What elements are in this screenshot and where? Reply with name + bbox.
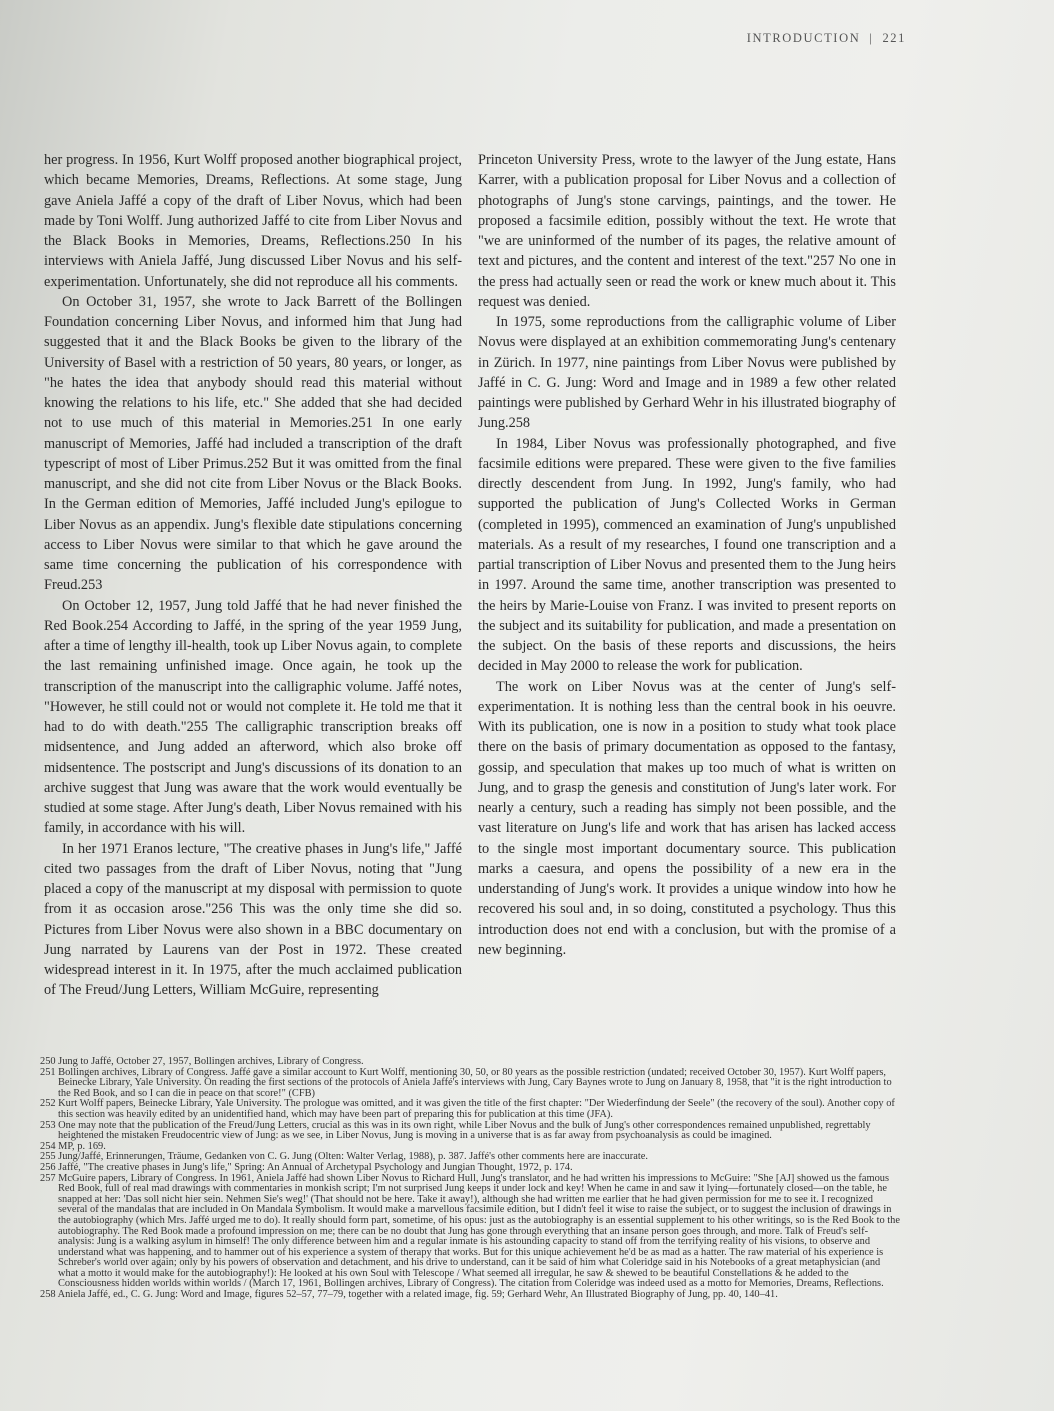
section-title: INTRODUCTION	[746, 31, 861, 45]
header-separator: |	[869, 31, 874, 45]
paragraph: The work on Liber Novus was at the center of Jung's self-experimentation. It is nothing less than the central book in his oeuvre. With its publication, one is now in a position to study what took place there on the basis of primary documentation as opposed to the fantasy, gossip, and speculation that makes up too much of what is written on Jung, and to grasp the genesis and constitution of Jung's later work. For nearly a century, such a reading has simply not been possible, and the vast literature on Jung's life and work that has arisen has lacked access to the single most important documentary source. This publication marks a caesura, and opens the possibility of a new era in the understanding of Jung's work. It provides a unique window into how he recovered his soul and, in so doing, constituted a psychology. Thus this introduction does not end with a conclusion, but with the promise of a new beginning.	[478, 678, 896, 958]
paragraph: On October 31, 1957, she wrote to Jack Barrett of the Bollingen Foundation concerning Liber Novus, and informed him that Jung had suggested that it and the Black Books be given to the library of the University of Basel with a restriction of 50 years, 80 years, or longer, as "he hates the idea that anybody should read this material without knowing the relations to his life, etc." She added that she had decided not to use much of this material in Memories.251 In one early manuscript of Memories, Jaffé had included a transcription of the draft typescript of most of Liber Primus.252 But it was omitted from the final manuscript, and she did not cite from Liber Novus or the Black Books. In the German edition of Memories, Jaffé included Jung's epilogue to Liber Novus as an appendix. Jung's flexible date stipulations concerning access to Liber Novus were similar to that which he gave around the same time concerning the publication of his correspondence with Freud.253	[44, 293, 462, 594]
paragraph: her progress. In 1956, Kurt Wolff proposed another biographical project, which became Memories, Dreams, Reflections. At some stage, Jung gave Aniela Jaffé a copy of the draft of Liber Novus, which had been made by Toni Wolff. Jung authorized Jaffé to cite from Liber Novus and the Black Books in Memories, Dreams, Reflections.250 In his interviews with Aniela Jaffé, Jung discussed Liber Novus and his self-experimentation. Unfortunately, she did not reproduce all his comments.	[44, 152, 462, 290]
footnote-251: 251 Bollingen archives, Library of Congress. Jaffé gave a similar account to Kurt Wolff, mentioning 30, 50, or 80 years as the possible restriction (undated; received October 30, 1957). Kurt Wolff papers, Beinecke Library, Yale University. On reading the first sections of the protocols of Aniela Jaffé's interviews with Jung, Cary Baynes wrote to Jung on January 8, 1958, that "it is the right introduction to the Red Book, and so I can die in peace on that score!" (CFB)	[40, 1066, 892, 1099]
footnote-252: 252 Kurt Wolff papers, Beinecke Library, Yale University. The prologue was omitted, and it was given the title of the first chapter: "Der Wiederfindung der Seele" (the recovery of the soul). Another copy of this section was heavily edited by an unidentified hand, which may have been part of preparing this for publication at this time (JFA).	[40, 1098, 895, 1120]
footnote-258: 258 Aniela Jaffé, ed., C. G. Jung: Word and Image, figures 52–57, 77–79, together with a related image, fig. 59; Gerhard Wehr, An Illustrated Biography of Jung, pp. 40, 140–41.	[40, 1289, 778, 1301]
paragraph: Princeton University Press, wrote to the lawyer of the Jung estate, Hans Karrer, with a publication proposal for Liber Novus and a collection of photographs of Jung's stone carvings, paintings, and the tower. He proposed a facsimile edition, possibly without the text. He wrote that "we are uninformed of the number of its pages, the relative amount of text and pictures, and the content and interest of the text."257 No one in the press had actually seen or read the work or knew much about it. This request was denied.	[478, 152, 896, 310]
footnote-255: 255 Jung/Jaffé, Erinnerungen, Träume, Gedanken von C. G. Jung (Olten: Walter Verlag, 1988), p. 387. Jaffé's other comments here are inaccurate.	[40, 1151, 648, 1163]
left-column	[44, 150, 462, 1001]
footnote-253: 253 One may note that the publication of the Freud/Jung Letters, crucial as this was in its own right, while Liber Novus and the bulk of Jung's other correspondences remained unpublished, regrettably heightened the mistaken Freudocentric view of Jung: as we see, in Liber Novus, Jung is moving in a universe that is as far away from psychoanalysis as could be imagined.	[40, 1119, 871, 1142]
footnotes	[40, 1057, 902, 1301]
paragraph: On October 12, 1957, Jung told Jaffé that he had never finished the Red Book.254 According to Jaffé, in the spring of the year 1959 Jung, after a time of lengthy ill-health, took up Liber Novus again, to complete the last remaining unfinished image. Once again, he took up the transcription of the manuscript into the calligraphic volume. Jaffé notes, "However, he still could not or would not complete it. He told me that it had to do with death."255 The calligraphic transcription breaks off midsentence, and Jung added an afterword, which also broke off midsentence. The postscript and Jung's discussions of its donation to an archive suggest that Jung was aware that the work would eventually be studied at some stage. After Jung's death, Liber Novus remained with his family, in accordance with his will.	[44, 597, 462, 837]
running-head	[747, 31, 906, 46]
paragraph: In 1984, Liber Novus was professionally photographed, and five facsimile editions were prepared. These were given to the five families directly descendent from Jung. In 1992, Jung's family, who had supported the publication of Jung's Collected Works in German (completed in 1995), commenced an examination of Jung's unpublished materials. As a result of my researches, I found one transcription and a partial transcription of Liber Novus and presented them to the Jung heirs in 1997. Around the same time, another transcription was presented to the heirs by Marie-Louise von Franz. I was invited to present reports on the subject and its suitability for publication, and made a presentation on the subject. On the basis of these reports and discussions, the heirs decided in May 2000 to release the work for publication.	[478, 435, 896, 675]
footnote-250: 250 Jung to Jaffé, October 27, 1957, Bollingen archives, Library of Congress.	[40, 1056, 364, 1067]
footnote-254: 254 MP, p. 169.	[40, 1140, 106, 1152]
page-number: 221	[882, 31, 906, 45]
footnote-256: 256 Jaffé, "The creative phases in Jung's life," Spring: An Annual of Archetypal Psychology and Jungian Thought, 1972, p. 174.	[40, 1161, 573, 1173]
paragraph: In 1975, some reproductions from the calligraphic volume of Liber Novus were displayed at an exhibition commemorating Jung's centenary in Zürich. In 1977, nine paintings from Liber Novus were published by Jaffé in C. G. Jung: Word and Image and in 1989 a few other related paintings were published by Gerhard Wehr in his illustrated biography of Jung.258	[478, 314, 896, 432]
footnote-257: 257 McGuire papers, Library of Congress. In 1961, Aniela Jaffé had shown Liber Novus to Richard Hull, Jung's translator, and he had written his impressions to McGuire: "She [AJ] showed us the famous Red Book, full of real mad drawings with commentaries in monkish script; I'm not surprised Jung keeps it under lock and key! When he came in and saw it lying—fortunately closed—on the table, he snapped at her: 'Das soll nicht hier sein. Nehmen Sie's weg!' (That should not be here. Take it away!), although she had written me earlier that he had given permission for me to see it. I recognized several of the mandalas that are included in On Mandala Symbolism. It would make a marvellous facsimile edition, but I didn't feel it wise to raise the subject, or to suggest the inclusion of drawings in the autobiography (which Mrs. Jaffé urged me to do). It really should form part, sometime, of his opus: just as the autobiography is an essential supplement to his other writings, so is the Red Book to the autobiography. The Red Book made a profound impression on me; there can be no doubt that Jung has gone through everything that an insane person goes through, and more. Talk of Freud's self-analysis: Jung is a walking asylum in himself! The only difference between him and a regular inmate is his astounding capacity to stand off from the terrifying reality of his visions, to observe and understand what was happening, and to hammer out of his experience a system of therapy that works. But for this unique achievement he'd be as mad as a hatter. The raw material of his experience is Schreber's world over again; only by his powers of observation and detachment, and his drive to understand, can it be said of him what Coleridge said in his Notebooks of a great metaphysician (and what a motto it would make for the autobiography!): He looked at his own Soul with Telescope / What seemed all irregular, he saw & shewed to be beautiful Constellations & he added to the Consciousness hidden worlds within worlds / (March 17, 1961, Bollingen archives, Library of Congress). The citation from Coleridge was indeed used as a motto for Memories, Dreams, Reflections.	[40, 1172, 900, 1290]
paragraph: In her 1971 Eranos lecture, "The creative phases in Jung's life," Jaffé cited two passages from the draft of Liber Novus, noting that "Jung placed a copy of the manuscript at my disposal with permission to quote from it as occasion arose."256 This was the only time she did so. Pictures from Liber Novus were also shown in a BBC documentary on Jung narrated by Laurens van der Post in 1972. These created widespread interest in it. In 1975, after the much acclaimed publication of The Freud/Jung Letters, William McGuire, representing	[44, 840, 462, 999]
right-column	[478, 150, 896, 960]
